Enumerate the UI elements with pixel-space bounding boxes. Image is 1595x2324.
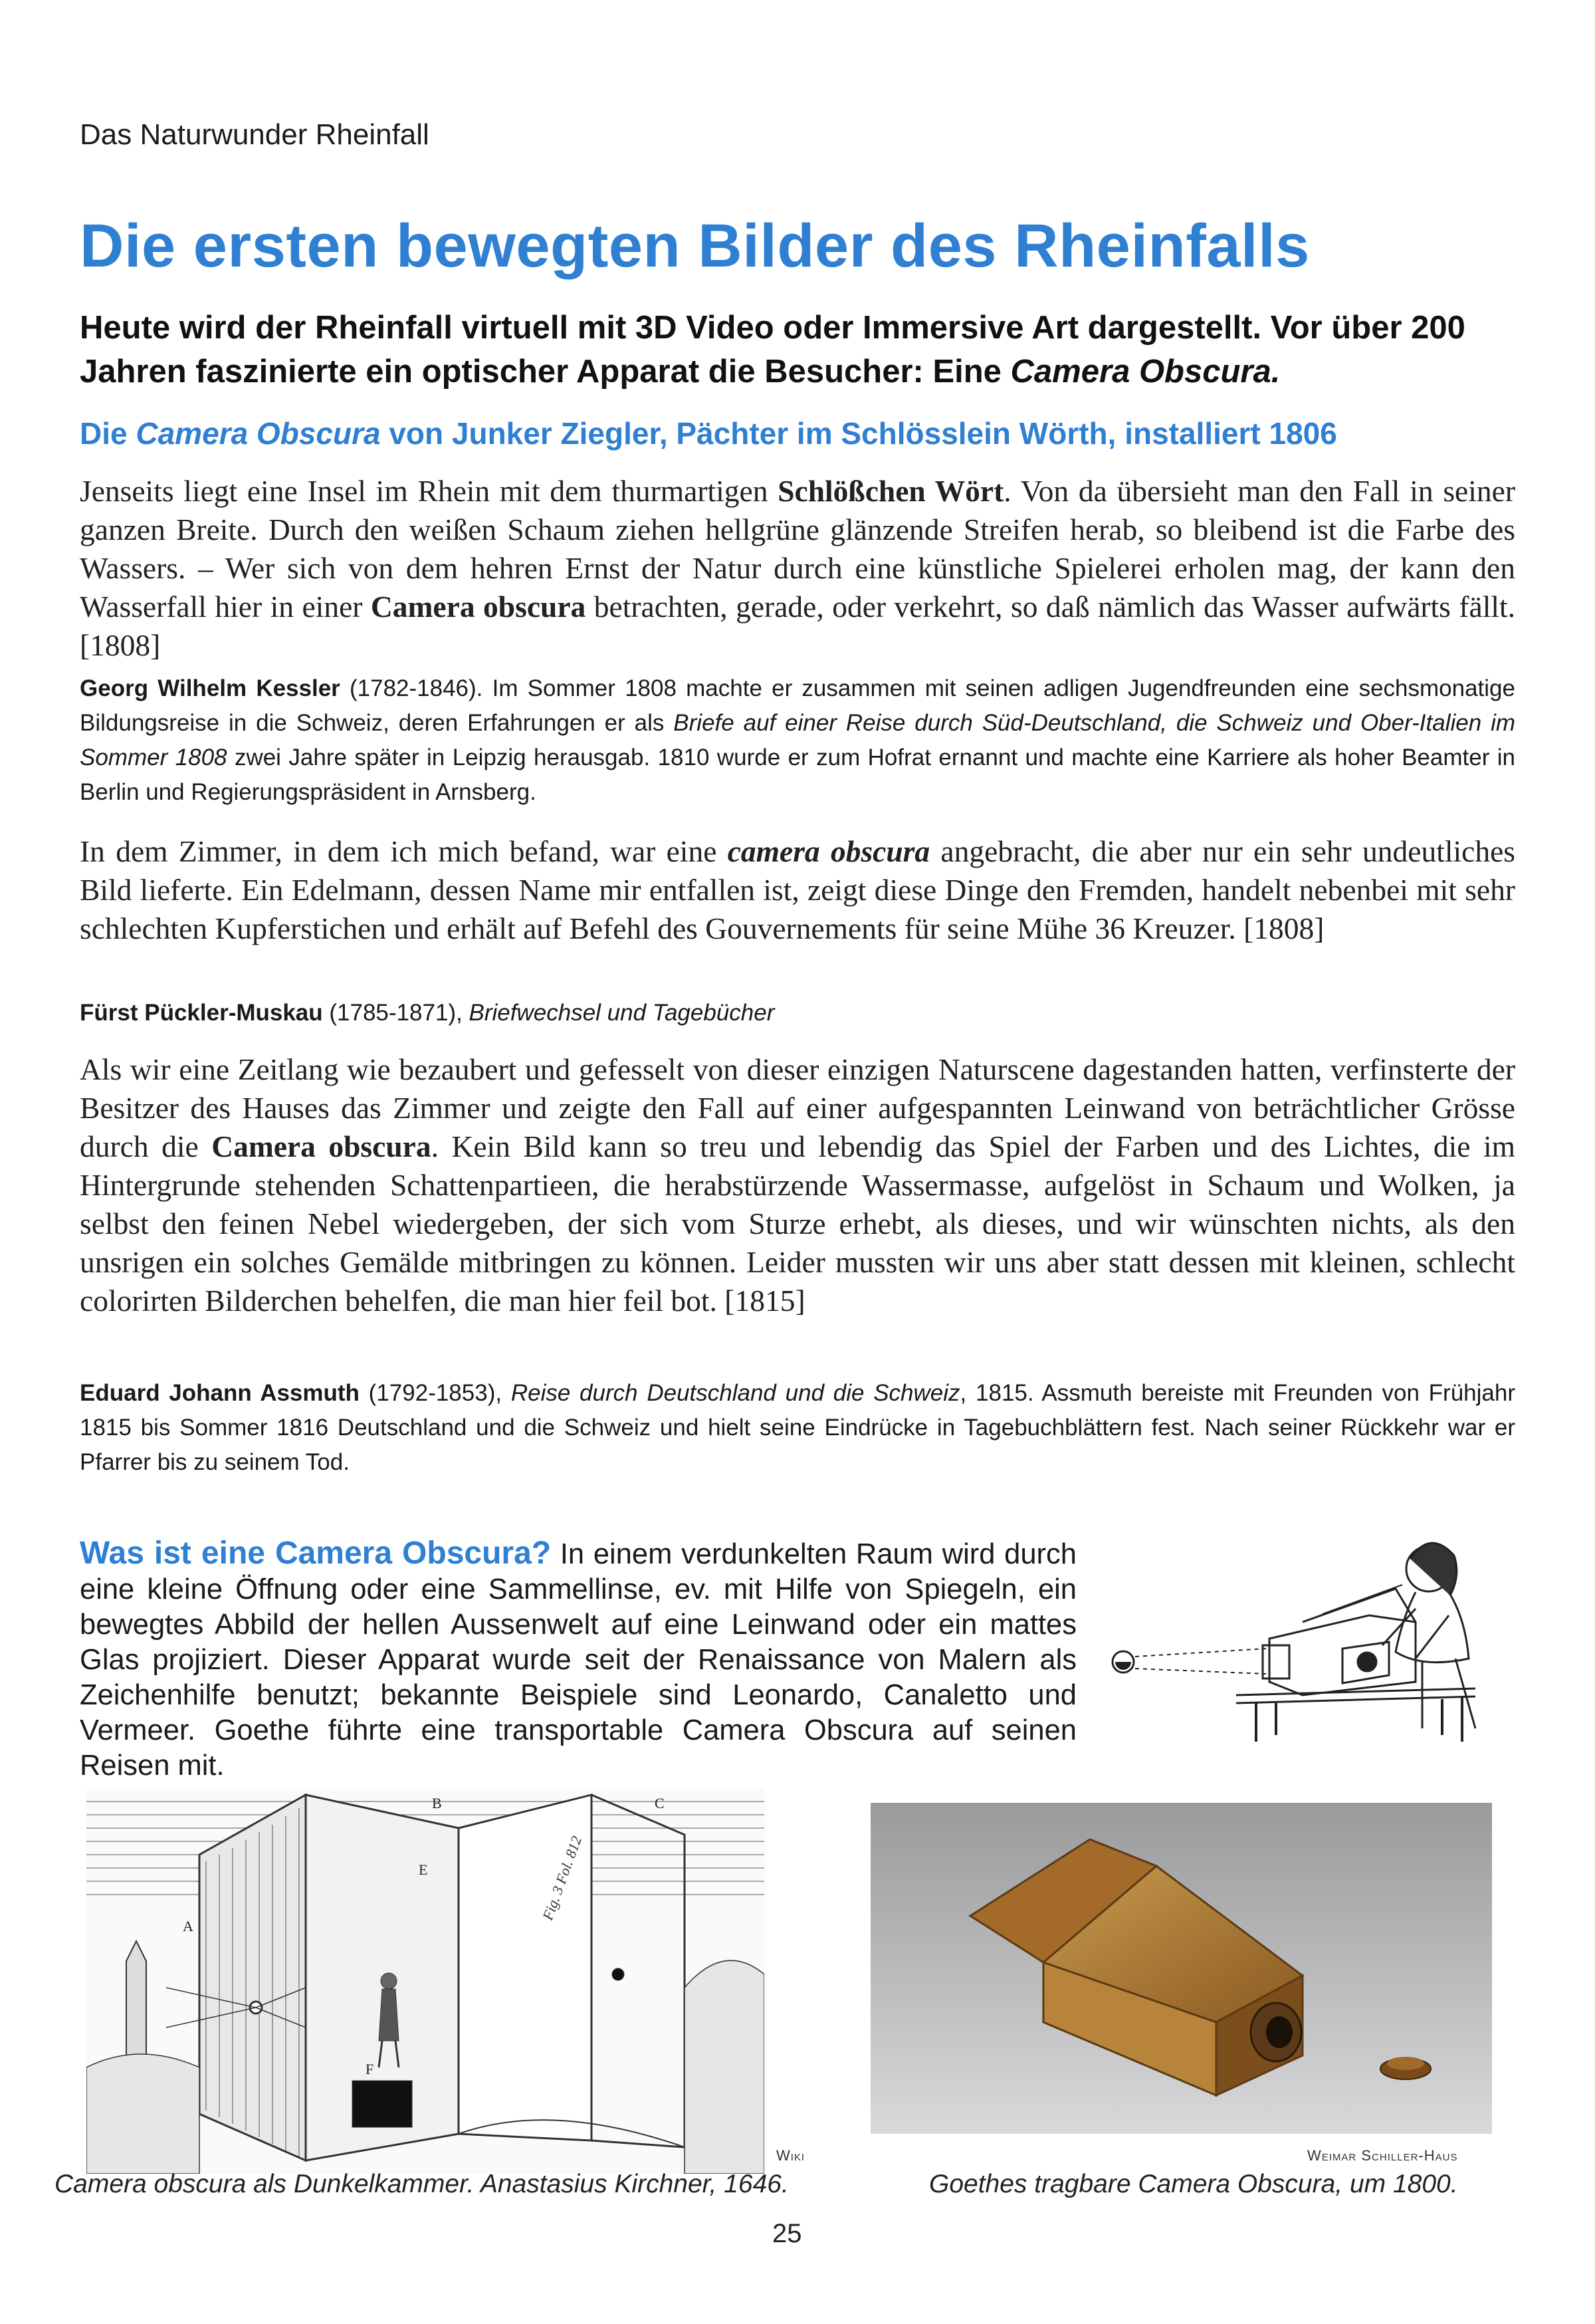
quote-bold: Camera obscura — [211, 1129, 431, 1163]
note-text: (1792-1853), — [359, 1380, 511, 1406]
info-text: In einem verdunkelten Raum wird durch eine kleine Öffnung oder eine Sammellinse, ev. mit Hilfe von Spiegeln, ein bewegtes Abbild der hellen Aussenwelt auf eine Leinwand oder ein mattes Glas projiziert. Dieser Apparat wurde seit der Renaissance von Malern als Zeichenhilfe benutzt; bekannte Beispiele sind Leonardo, Canaletto und Vermeer. Goethe führte eine transportable Camera Obscura auf seinen Reisen mit. — [80, 1538, 1077, 1782]
author-name: Georg Wilhelm Kessler — [80, 675, 340, 701]
section-heading — [80, 415, 1337, 451]
page-title: Die ersten bewegten Bilder des Rheinfalls — [80, 212, 1310, 280]
kircher-engraving-illustration — [86, 1788, 764, 2174]
quote-text: . Kein Bild kann so treu und lebendig das Spiel der Farben und des Lichtes, die im Hintergrunde stehenden Schattenpartieen, die herabstürzende Wassermasse, aufgelöst in Schaum und Wolken, ja selbst den feinen Nebel wiedergeben, der sich vom Sturze erhebt, als dieses, und wir wünschten nichts, als den unsrigen ein solches Gemälde mitbringen zu können. Leider mussten wir uns aber statt dessen mit kleinen, schlecht colorirten Bilderchen behelfen, die man hier feil bot. [1815] — [80, 1129, 1516, 1318]
engraving-label-b: B — [432, 1795, 442, 1811]
author-name: Eduard Johann Assmuth — [80, 1380, 360, 1406]
note-text: , 1815. Assmuth bereiste mit Freunden von Frühjahr 1815 bis Sommer 1816 Deutschland und die Schweiz und hielt seine Eindrücke in Tagebuchblättern fest. Nach seiner Rückkehr war er Pfarrer bis zu seinem Tod. — [80, 1380, 1515, 1475]
book-title: Reise durch Deutschland und die Schweiz — [510, 1380, 960, 1406]
quote-text: angebracht, die aber nur ein sehr undeutliches Bild lieferte. Ein Edelmann, dessen Name mir entfallen ist, zeigt diese Dinge den Fremden, handelt nebenbei mit sehr schlechten Kupferstichen und erhält auf Befehl des Gouvernements für seine Mühe 36 Kreuzer. [1808] — [80, 834, 1515, 945]
note-text: (1782-1846). Im Sommer 1808 machte er zusammen mit seinen adligen Jugendfreunden eine sechsmonatige Bildungsreise in die Schweiz, deren Erfahrungen er als — [80, 675, 1515, 736]
engraving-label-e: E — [419, 1861, 428, 1878]
engraving-label-f: F — [366, 2061, 374, 2077]
engraving-figure-note: Fig. 3 Fol. 812 — [539, 1833, 585, 1922]
quote-pueckler — [80, 832, 1515, 948]
engraving-label-c: C — [655, 1795, 665, 1811]
note-text: (1785-1871), — [322, 1000, 469, 1026]
camera-obscura-drawing-illustration — [1103, 1529, 1509, 1742]
section-heading-post: von Junker Ziegler, Pächter im Schlösslein Wörth, installiert 1806 — [380, 416, 1337, 451]
photo-credit-wiki: Wiki — [776, 2147, 805, 2164]
section-heading-pre: Die — [80, 416, 136, 451]
book-title: Briefwechsel und Tagebücher — [469, 1000, 775, 1026]
note-pueckler — [80, 996, 1515, 1030]
lead-text: Heute wird der Rheinfall virtuell mit 3D Video oder Immersive Art dargestellt. Vor über 200 Jahren faszinierte ein optischer Apparat die Besucher: Eine — [80, 310, 1465, 390]
quote-kessler — [80, 472, 1515, 665]
quote-bold: camera obscura — [727, 834, 930, 868]
photo-credit-weimar: Weimar Schiller-Haus — [1307, 2147, 1458, 2164]
quote-text: betrachten, gerade, oder verkehrt, so daß nämlich das Wasser aufwärts fällt. [1808] — [80, 590, 1516, 662]
lead-emphasis: Camera Obscura. — [1010, 354, 1281, 390]
quote-text: Als wir eine Zeitlang wie bezaubert und gefesselt von dieser einzigen Naturscene dagestanden hatten, verfinsterte der Besitzer des Hauses das Zimmer und zeigte den Fall auf einer aufgespannten Leinwand von beträchtlicher Grösse durch die — [80, 1052, 1515, 1163]
author-name: Fürst Pückler-Muskau — [80, 1000, 323, 1026]
book-title: Briefe auf einer Reise durch Süd-Deutschland, die Schweiz und Ober-Italien im Sommer 1808 — [80, 710, 1515, 770]
engraving-label-a: A — [183, 1918, 193, 1934]
running-head: Das Naturwunder Rheinfall — [80, 118, 429, 151]
note-kessler — [80, 671, 1515, 810]
goethe-camera-obscura-photo — [871, 1803, 1492, 2134]
lead-paragraph — [80, 306, 1515, 394]
note-assmuth — [80, 1376, 1515, 1480]
info-question: Was ist eine Camera Obscura? — [80, 1536, 552, 1571]
quote-text: Jenseits liegt eine Insel im Rhein mit dem thurmartigen — [80, 474, 778, 508]
quote-bold: Camera obscura — [370, 590, 586, 624]
quote-assmuth — [80, 1050, 1515, 1320]
quote-text: In dem Zimmer, in dem ich mich befand, war eine — [80, 834, 728, 868]
section-heading-emphasis: Camera Obscura — [136, 416, 381, 451]
info-box-camera-obscura — [80, 1536, 1077, 1784]
caption-photo: Goethes tragbare Camera Obscura, um 1800. — [929, 2170, 1458, 2198]
quote-bold: Schlößchen Wört — [778, 474, 1004, 508]
note-text: zwei Jahre später in Leipzig herausgab. 1810 wurde er zum Hofrat ernannt und machte eine Karriere als hoher Beamter in Berlin und Regierungspräsident in Arnsberg. — [80, 745, 1516, 805]
quote-text: . Von da übersieht man den Fall in seiner ganzen Breite. Durch den weißen Schaum ziehen hellgrüne glänzende Streifen herab, so bleibend ist die Farbe des Wassers. – Wer sich von dem hehren Ernst der Natur durch eine künstliche Spielerei erholen mag, der kann den Wasserfall hier in einer — [80, 474, 1515, 624]
page-number: 25 — [772, 2219, 802, 2248]
caption-engraving: Camera obscura als Dunkelkammer. Anastasius Kirchner, 1646. — [54, 2170, 789, 2198]
